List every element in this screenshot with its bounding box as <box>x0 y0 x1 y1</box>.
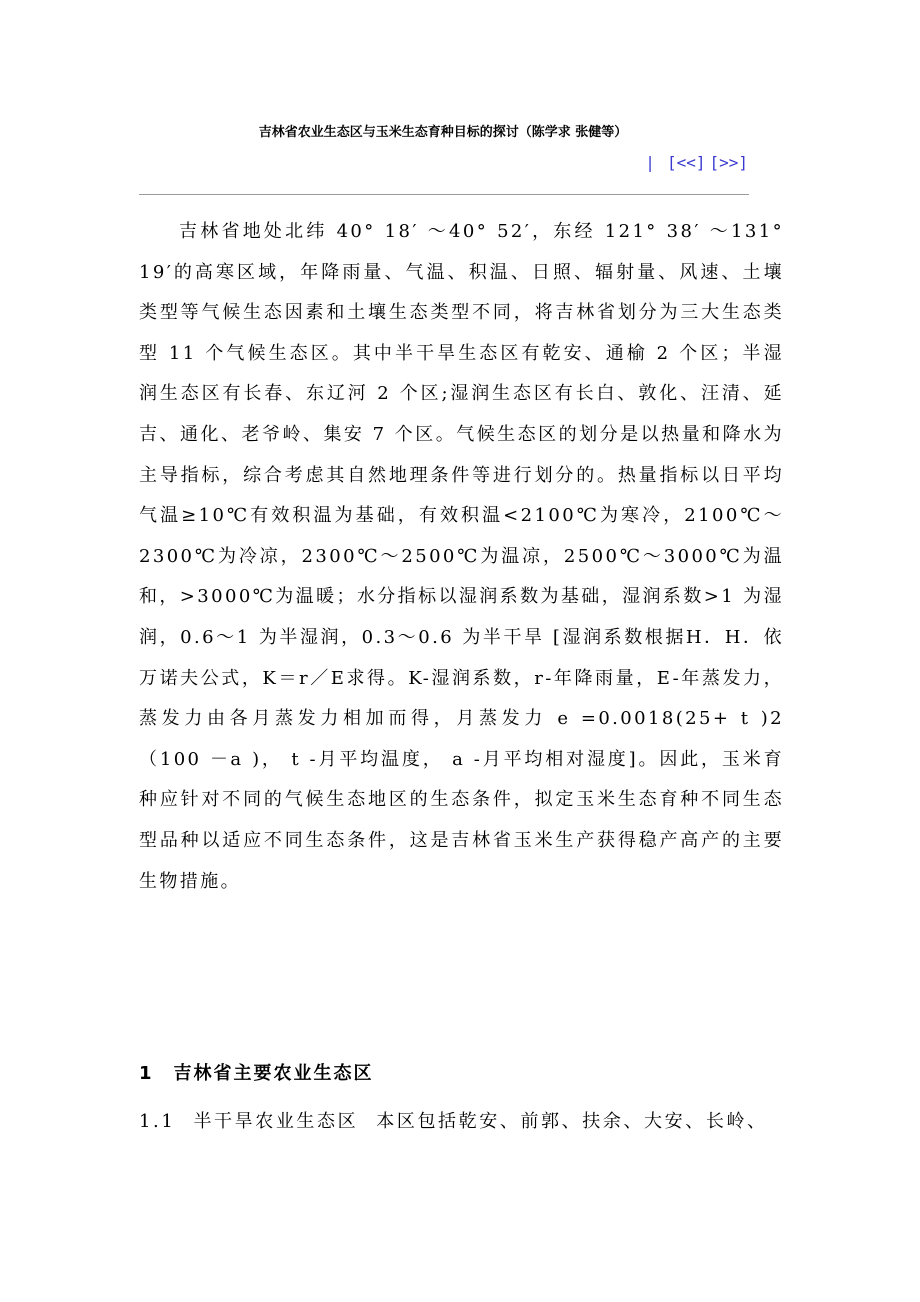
document-title: 吉林省农业生态区与玉米生态育种目标的探讨（陈学求 张健等） <box>258 125 628 140</box>
intro-paragraph: 吉林省地处北纬 40° 18′ ～40° 52′，东经 121° 38′ ～131° 19′的高寒区域，年降雨量、气温、积温、日照、辐射量、风速、土壤类型等气候生态因素和土壤生态类型不同，将吉林省划分为三大生态类型 11 个气候生态区。其中半干旱生态区有乾安、通榆 2 个区；半湿润生态区有长春、东辽河 2 个区;湿润生态区有长白、敦化、汪清、延吉、通化、老爷岭、集安 7 个区。气候生态区的划分是以热量和降水为主导指标，综合考虑其自然地理条件等进行划分的。热量指标以日平均气温≥10℃有效积温为基础，有效积温<2100℃为寒冷，2100℃～2300℃为冷凉，2300℃～2500℃为温凉，2500℃～3000℃为温和，>3000℃为温暖；水分指标以湿润系数为基础，湿润系数>1 为湿润，0.6～1 为半湿润，0.3～0.6 为半干旱 [湿润系数根据H．H．依万诺夫公式，K＝r／E求得。K-湿润系数，r-年降雨量，E-年蒸发力，蒸发力由各月蒸发力相加而得，月蒸发力 e =0.0018(25+ t )2 （100 －a )， t -月平均温度， a -月平均相对湿度]。因此，玉米育种应针对不同的气候生态地区的生态条件，拟定玉米生态育种不同生态型品种以适应不同生态条件，这是吉林省玉米生产获得稳产高产的主要生物措施。 <box>139 221 784 892</box>
subsection-title: 半干旱农业生态区 <box>193 1111 359 1132</box>
page-navigation <box>645 152 748 174</box>
previous-page-link[interactable]: [<<] <box>666 153 706 172</box>
body-text <box>139 212 784 902</box>
section-title: 吉林省主要农业生态区 <box>173 1063 374 1084</box>
section-heading <box>139 1059 784 1089</box>
subsection-text: 本区包括乾安、前郭、扶余、大安、长岭、 <box>376 1111 768 1132</box>
horizontal-divider <box>139 194 749 195</box>
subsection-paragraph <box>139 1104 799 1140</box>
subsection-number: 1.1 <box>139 1111 176 1132</box>
section-number: 1 <box>139 1063 154 1084</box>
nav-separator: | <box>645 153 655 172</box>
next-page-link[interactable]: [>>] <box>709 153 748 172</box>
